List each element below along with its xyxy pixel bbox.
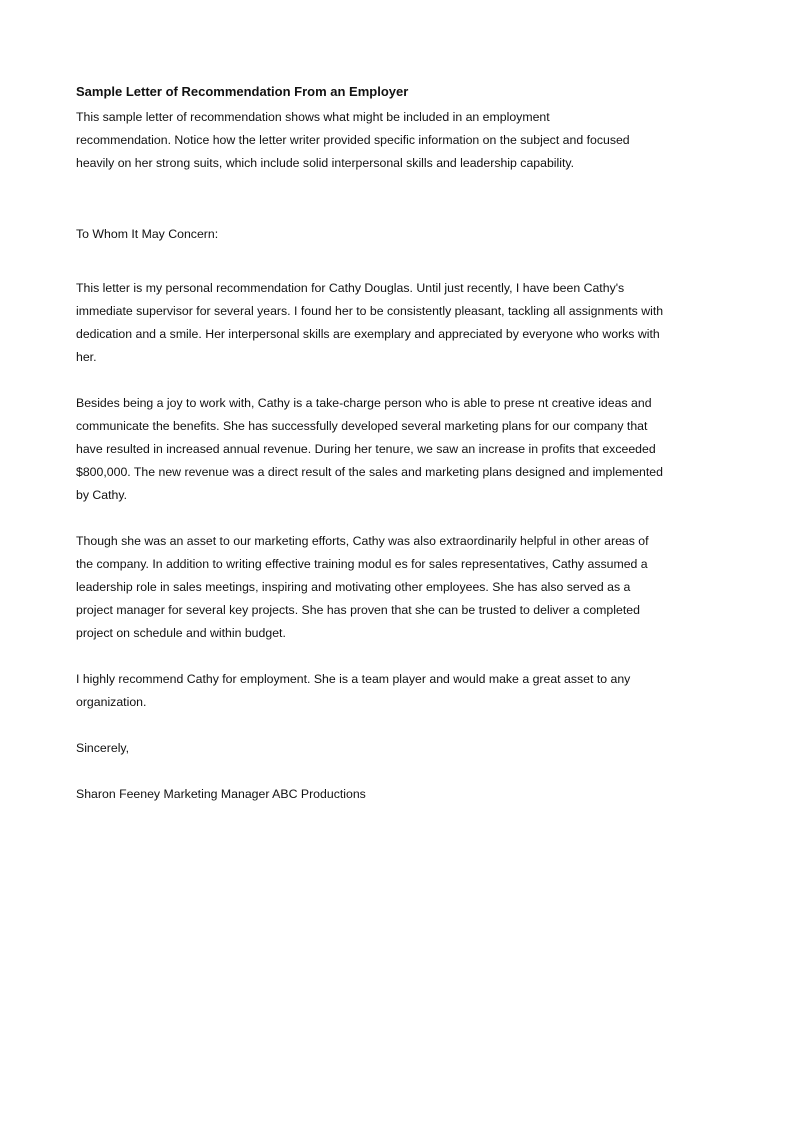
paragraph-1	[76, 277, 716, 369]
spacer	[76, 369, 716, 392]
paragraph-line: dedication and a smile. Her interpersonal skills are exemplary and appreciated by everyone who works with	[76, 327, 660, 341]
intro-block	[76, 106, 716, 175]
paragraph-line: $800,000. The new revenue was a direct result of the sales and marketing plans designed and implemented	[76, 465, 663, 479]
letter-content	[76, 83, 716, 806]
spacer	[76, 714, 716, 737]
paragraph-line: project manager for several key projects. She has proven that she can be trusted to deliver a completed	[76, 603, 640, 617]
paragraph-line: organization.	[76, 695, 147, 709]
paragraph-line: have resulted in increased annual revenue. During her tenure, we saw an increase in profits that exceeded	[76, 442, 656, 456]
paragraph-line: the company. In addition to writing effective training modul es for sales representatives, Cathy assumed a	[76, 557, 648, 571]
paragraph-line: I highly recommend Cathy for employment. She is a team player and would make a great asset to any	[76, 672, 631, 686]
closing: Sincerely,	[76, 741, 130, 755]
intro-line: heavily on her strong suits, which include solid interpersonal skills and leadership capability.	[76, 156, 575, 170]
paragraph-line: Besides being a joy to work with, Cathy is a take-charge person who is able to prese nt creative ideas and	[76, 396, 652, 410]
paragraph-line: her.	[76, 350, 97, 364]
paragraph-4	[76, 668, 716, 714]
document-title: Sample Letter of Recommendation From an Employer	[76, 84, 409, 99]
intro-line: recommendation. Notice how the letter writer provided specific information on the subject and focused	[76, 133, 630, 147]
spacer	[76, 760, 716, 783]
paragraph-line: Though she was an asset to our marketing efforts, Cathy was also extraordinarily helpful in other areas of	[76, 534, 649, 548]
salutation: To Whom It May Concern:	[76, 227, 219, 241]
spacer	[76, 175, 716, 223]
signature: Sharon Feeney Marketing Manager ABC Productions	[76, 787, 366, 801]
paragraph-line: by Cathy.	[76, 488, 128, 502]
paragraph-3	[76, 530, 716, 645]
intro-line: This sample letter of recommendation shows what might be included in an employment	[76, 110, 550, 124]
paragraph-line: immediate supervisor for several years. I found her to be consistently pleasant, tackling all assignments with	[76, 304, 664, 318]
spacer	[76, 507, 716, 530]
spacer	[76, 645, 716, 668]
spacer	[76, 246, 716, 277]
paragraph-line: leadership role in sales meetings, inspiring and motivating other employees. She has also served as a	[76, 580, 631, 594]
paragraph-line: project on schedule and within budget.	[76, 626, 286, 640]
paragraph-2	[76, 392, 716, 507]
paragraph-line: This letter is my personal recommendation for Cathy Douglas. Until just recently, I have been Cathy's	[76, 281, 625, 295]
paragraph-line: communicate the benefits. She has successfully developed several marketing plans for our company that	[76, 419, 648, 433]
